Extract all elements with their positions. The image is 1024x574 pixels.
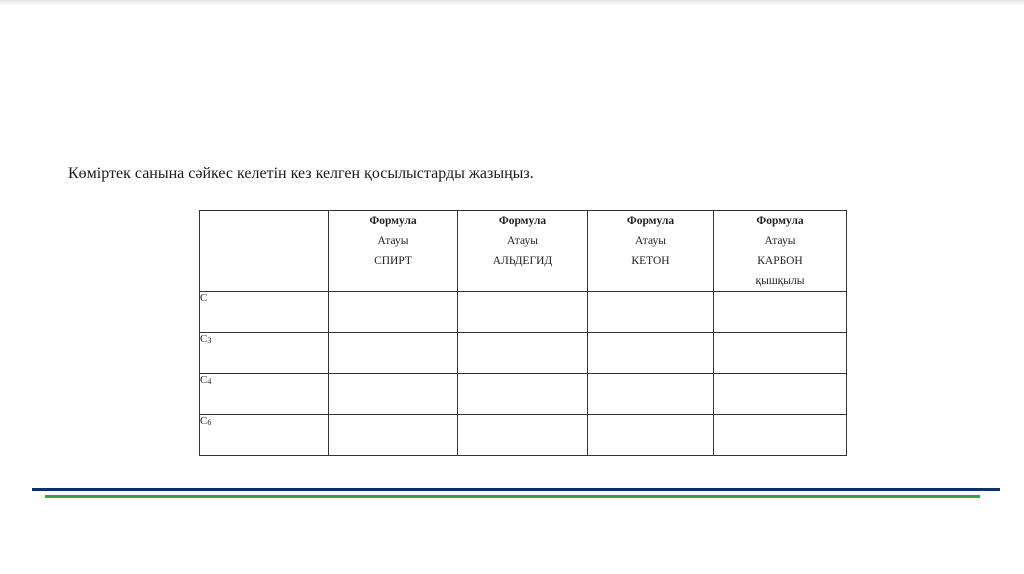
header-class-name: КЕТОН [631,255,670,267]
row-label: С [200,292,329,333]
header-name-label: Атауы [377,235,409,247]
answer-cell[interactable] [329,333,458,374]
slide-top-shadow [0,0,1024,6]
header-formula-label: Формула [756,215,804,227]
table-header-row [200,211,847,292]
answer-cell[interactable] [588,374,714,415]
header-formula-label: Формула [498,215,547,227]
row-label: С4 [200,374,329,415]
answer-cell[interactable] [458,415,588,456]
answer-cell[interactable] [329,415,458,456]
table-row [200,292,847,333]
answer-cell[interactable] [714,292,847,333]
table-row [200,333,847,374]
instruction-text: Көміртек санына сәйкес келетін кез келген қосылыстарды жазыңыз. [68,165,534,182]
table-row [200,374,847,415]
answer-cell[interactable] [458,333,588,374]
header-name-label: Атауы [507,235,538,247]
footer-rule-blue [32,488,1000,491]
header-name-label: Атауы [764,235,796,247]
answer-cell[interactable] [588,415,714,456]
header-class-name-line-2: қышқылы [755,275,805,287]
row-label: С6 [200,415,329,456]
answer-cell[interactable] [458,374,588,415]
row-label: С3 [200,333,329,374]
header-formula-label: Формула [369,215,417,227]
header-name-label: Атауы [635,235,666,247]
header-corner-cell [200,211,329,292]
answer-cell[interactable] [714,374,847,415]
answer-cell[interactable] [329,374,458,415]
answer-cell[interactable] [588,333,714,374]
table-row [200,415,847,456]
answer-cell[interactable] [458,292,588,333]
header-cell-carboxylic-acid [714,211,847,292]
header-cell-alcohol [329,211,458,292]
answer-cell[interactable] [714,333,847,374]
header-class-name: АЛЬДЕГИД [492,255,553,267]
header-class-name: СПИРТ [374,255,412,267]
header-formula-label: Формула [626,215,675,227]
header-cell-ketone [588,211,714,292]
answer-cell[interactable] [714,415,847,456]
compound-table [199,210,847,456]
answer-cell[interactable] [588,292,714,333]
answer-cell[interactable] [329,292,458,333]
header-cell-aldehyde [458,211,588,292]
header-class-name: КАРБОН [757,255,803,267]
footer-rule-green [45,495,980,498]
